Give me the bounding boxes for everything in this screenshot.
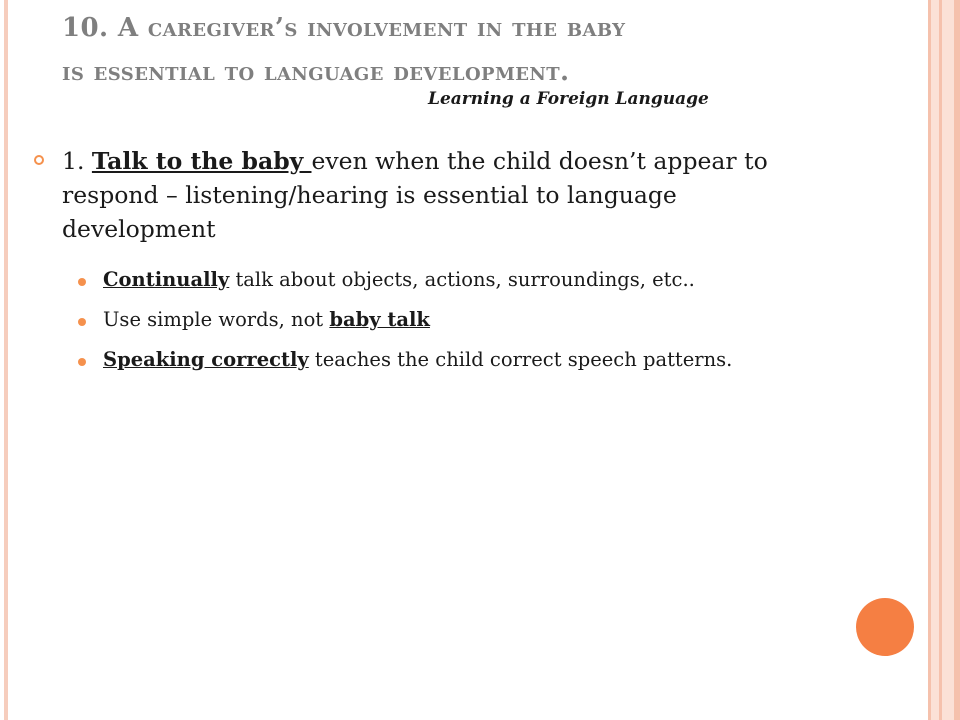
main-bullet xyxy=(34,144,834,246)
sub-bullet-text: teaches the child correct speech patterns. xyxy=(308,348,733,371)
sub-bullet-item xyxy=(78,345,878,375)
sub-bullet-text: Use simple words, not xyxy=(103,308,330,331)
dot-bullet-icon xyxy=(78,318,86,326)
slide-title-line2: is essential to language development. xyxy=(62,57,570,87)
main-bullet-prefix: 1. xyxy=(62,147,92,175)
sub-bullet-emphasis: baby talk xyxy=(329,308,430,331)
sub-bullet-list xyxy=(78,265,878,385)
ring-bullet-icon xyxy=(34,155,44,165)
right-decor-band xyxy=(931,0,939,720)
sub-bullet-item xyxy=(78,265,878,295)
decorative-orange-circle xyxy=(856,598,914,656)
main-bullet-rest: even when the child doesn’t appear to respond – listening/hearing is essential to language development xyxy=(62,147,768,243)
main-bullet-text xyxy=(62,144,834,246)
right-decor-band xyxy=(942,0,954,720)
sub-bullet-emphasis: Speaking correctly xyxy=(103,348,309,371)
main-bullet-emphasis: Talk to the baby xyxy=(91,147,312,175)
dot-bullet-icon xyxy=(78,278,86,286)
slide-subtitle: Learning a Foreign Language xyxy=(428,89,709,109)
right-decor-band xyxy=(954,0,960,720)
sub-bullet-item xyxy=(78,305,878,335)
dot-bullet-icon xyxy=(78,358,86,366)
slide-title xyxy=(62,6,922,94)
sub-bullet-text: talk about objects, actions, surroundings, etc.. xyxy=(229,268,695,291)
slide-title-line1: 10. A caregiver’s involvement in the baby xyxy=(62,13,626,43)
sub-bullet-emphasis: Continually xyxy=(103,268,230,291)
left-border xyxy=(4,0,8,720)
